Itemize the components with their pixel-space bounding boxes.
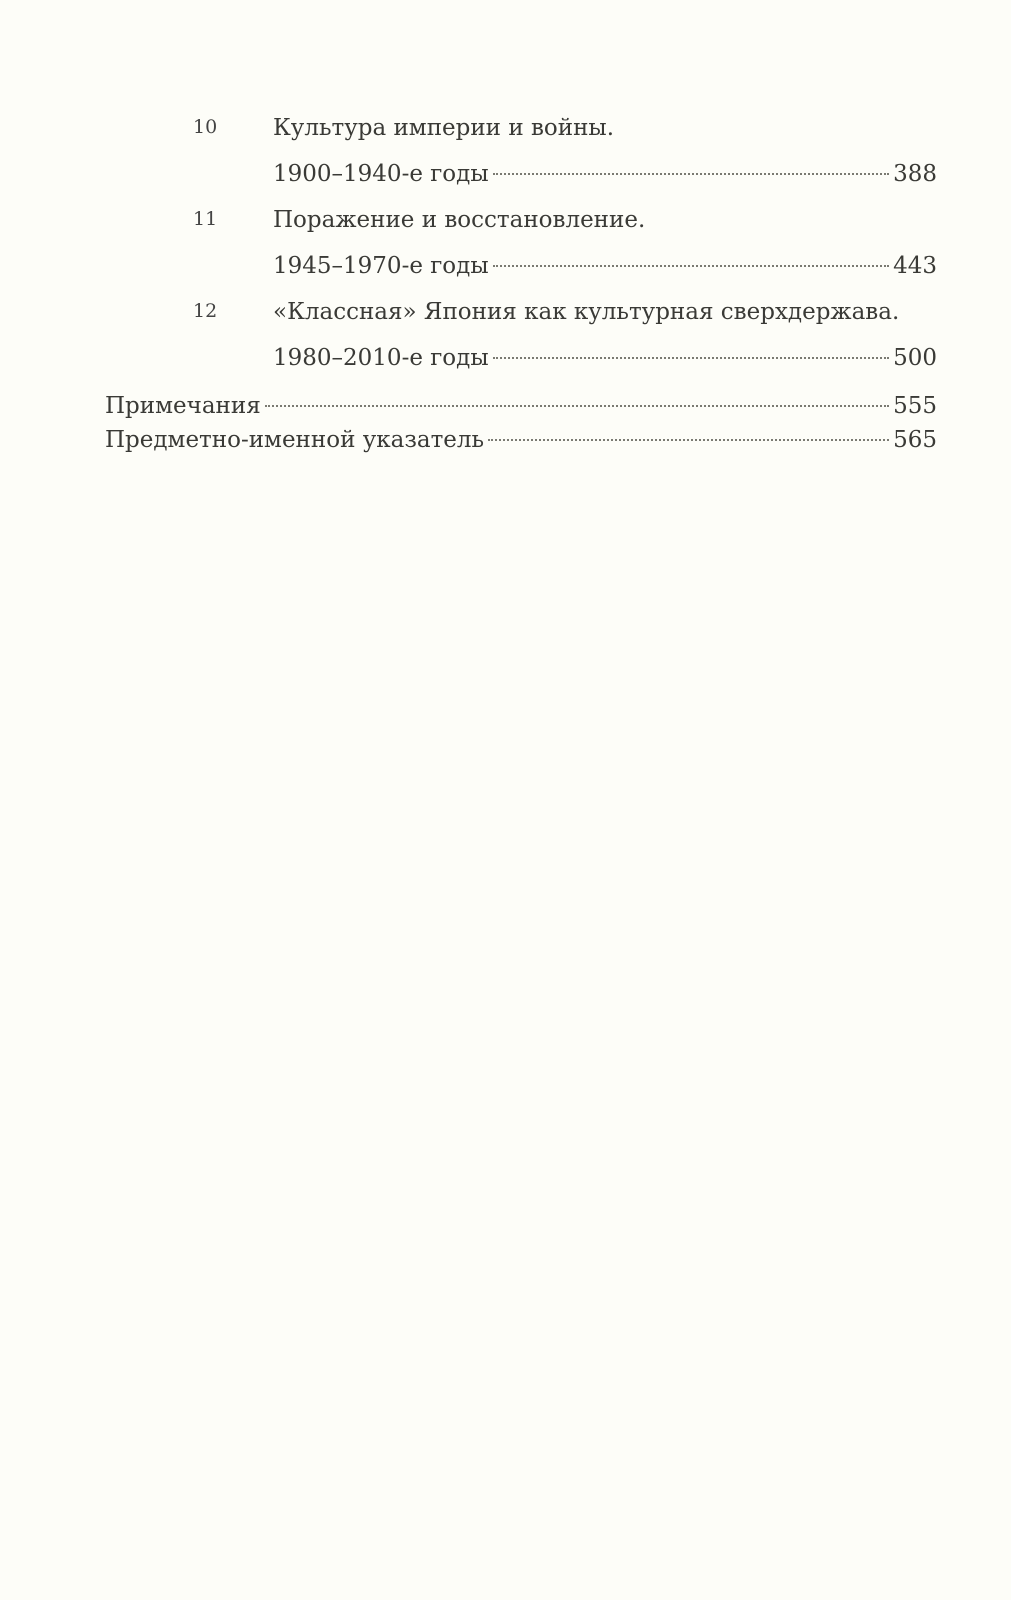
dot-leader [493, 173, 889, 175]
toc-entry-index [105, 425, 937, 459]
dot-leader [488, 439, 889, 441]
chapter-subtitle-line [273, 159, 937, 189]
toc-backmatter [105, 391, 937, 459]
chapter-subtitle: 1945–1970-е годы [273, 253, 489, 279]
page-number: 565 [893, 427, 937, 453]
entry-title: Примечания [105, 393, 261, 419]
entry-title: Предметно-именной указатель [105, 427, 485, 453]
chapter-title: Поражение и восстановление. [273, 207, 646, 233]
page-number: 555 [893, 393, 937, 419]
chapter-subtitle-line [273, 251, 937, 281]
chapter-title: Культура империи и войны. [273, 115, 615, 141]
chapter-subtitle-line [273, 343, 937, 373]
chapter-title: «Классная» Япония как культурная сверхдержава. [273, 299, 900, 325]
page-number: 388 [893, 161, 937, 187]
page-number: 500 [893, 345, 937, 371]
page-number: 443 [893, 253, 937, 279]
toc-chapter-10 [0, 113, 1011, 208]
dot-leader [493, 265, 889, 267]
toc-entry-notes [105, 391, 937, 425]
chapter-subtitle: 1900–1940-е годы [273, 161, 489, 187]
toc-chapter-12 [0, 297, 1011, 392]
chapter-number: 10 [193, 116, 218, 138]
dot-leader [265, 405, 889, 407]
chapter-number: 11 [193, 208, 218, 230]
toc-chapter-11 [0, 205, 1011, 300]
chapter-number: 12 [193, 300, 218, 322]
chapter-subtitle: 1980–2010-е годы [273, 345, 489, 371]
dot-leader [493, 357, 889, 359]
